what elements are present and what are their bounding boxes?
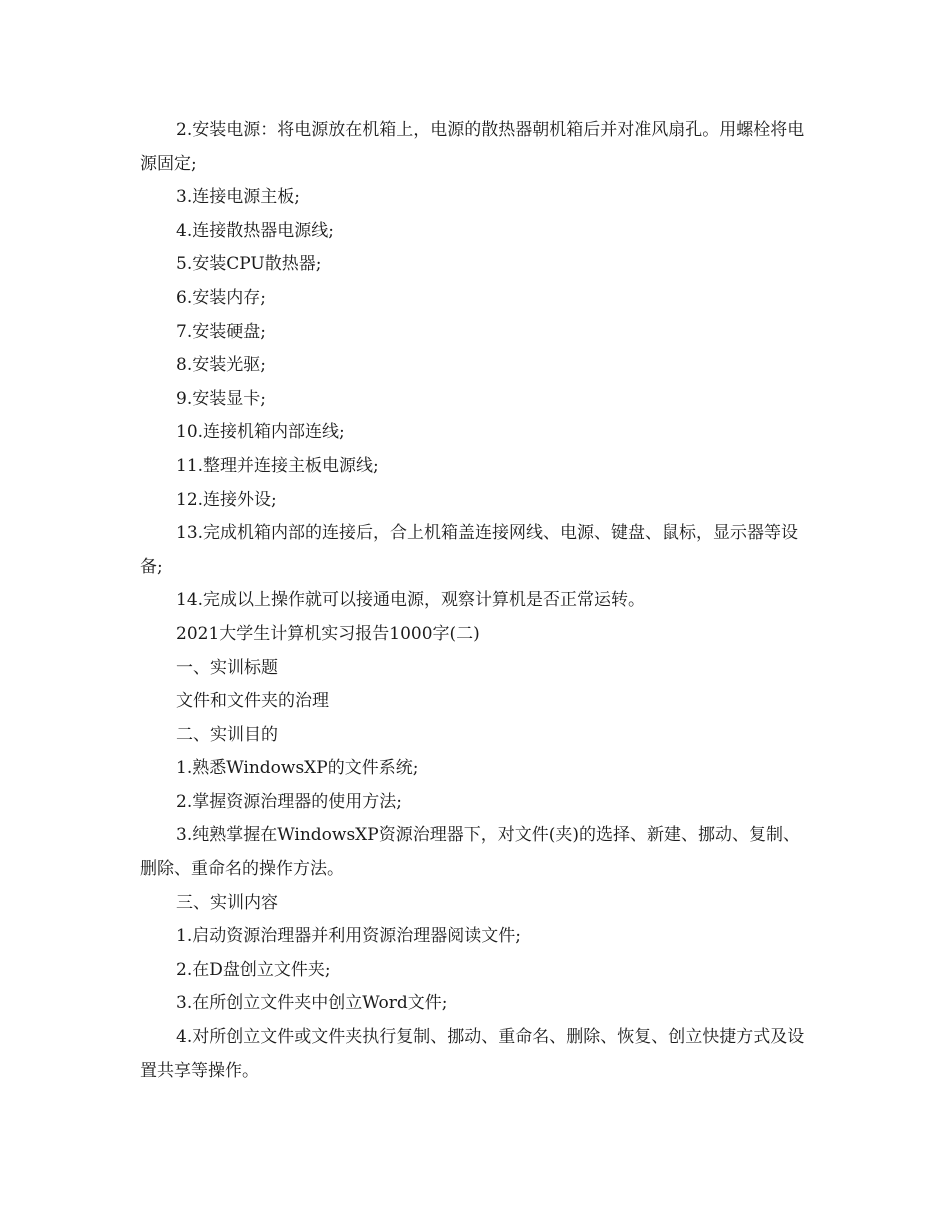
paragraph-install-power: 2.安装电源：将电源放在机箱上，电源的散热器朝机箱后并对准风扇孔。用螺栓将电源固定; bbox=[140, 120, 805, 174]
paragraph-step-12: 12.连接外设; bbox=[176, 489, 277, 510]
content-item-2: 2.在D盘创立文件夹; bbox=[176, 959, 331, 980]
paragraph-step-5: 5.安装CPU散热器; bbox=[176, 254, 322, 275]
document-body bbox=[140, 114, 815, 1088]
paragraph-step-7: 7.安装硬盘; bbox=[176, 321, 266, 342]
section-heading-purpose: 二、实训目的 bbox=[176, 724, 278, 745]
section-heading-title: 一、实训标题 bbox=[176, 657, 278, 678]
paragraph-step-8: 8.安装光驱; bbox=[176, 355, 266, 376]
purpose-item-3: 3.纯熟掌握在WindowsXP资源治理器下，对文件(夹)的选择、新建、挪动、复制、删除、重命名的操作方法。 bbox=[140, 825, 800, 880]
training-title-text: 文件和文件夹的治理 bbox=[176, 691, 329, 712]
paragraph-step-6: 6.安装内存; bbox=[176, 287, 266, 308]
content-item-4: 4.对所创立文件或文件夹执行复制、挪动、重命名、删除、恢复、创立快捷方式及设置共享等操作。 bbox=[140, 1027, 805, 1081]
purpose-item-1: 1.熟悉WindowsXP的文件系统; bbox=[176, 758, 419, 779]
report-title: 2021大学生计算机实习报告1000字(二) bbox=[176, 623, 480, 644]
paragraph-step-9: 9.安装显卡; bbox=[176, 388, 266, 409]
paragraph-step-10: 10.连接机箱内部连线; bbox=[176, 422, 345, 443]
content-item-3: 3.在所创立文件夹中创立Word文件; bbox=[176, 993, 448, 1014]
paragraph-step-14: 14.完成以上操作就可以接通电源，观察计算机是否正常运转。 bbox=[176, 590, 646, 611]
content-item-1: 1.启动资源治理器并利用资源治理器阅读文件; bbox=[176, 926, 521, 947]
paragraph-step-13: 13.完成机箱内部的连接后，合上机箱盖连接网线、电源、键盘、鼠标，显示器等设备; bbox=[140, 523, 799, 577]
purpose-item-2: 2.掌握资源治理器的使用方法; bbox=[176, 791, 402, 812]
paragraph-step-11: 11.整理并连接主板电源线; bbox=[176, 455, 379, 476]
paragraph-step-4: 4.连接散热器电源线; bbox=[176, 220, 334, 241]
paragraph-step-3: 3.连接电源主板; bbox=[176, 187, 300, 208]
section-heading-content: 三、实训内容 bbox=[176, 892, 278, 913]
